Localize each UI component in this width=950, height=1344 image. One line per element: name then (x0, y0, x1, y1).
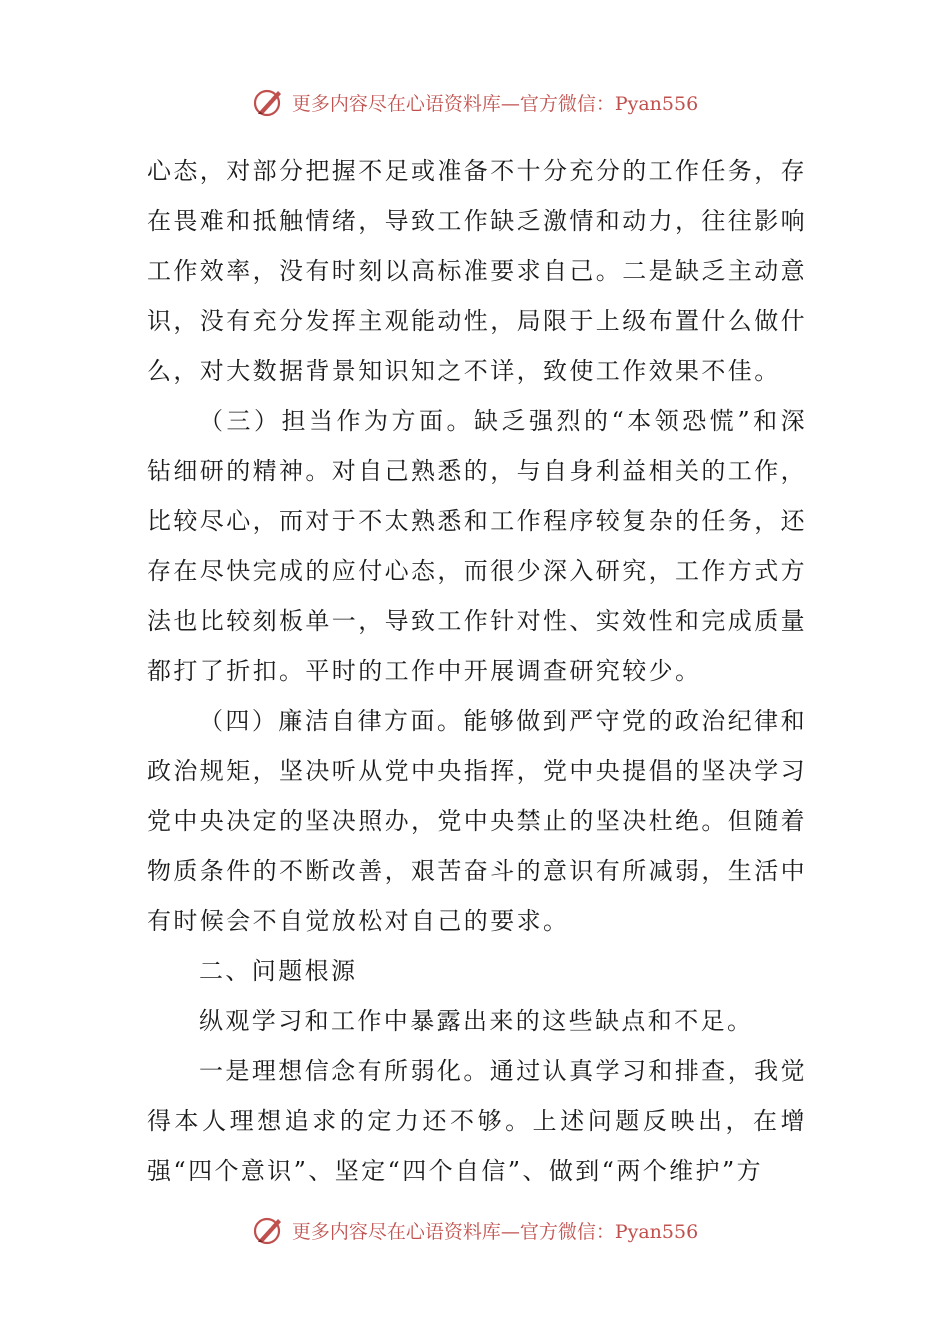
header-banner (0, 82, 950, 122)
paragraph-3: （四）廉洁自律方面。能够做到严守党的政治纪律和政治规矩，坚决听从党中央指挥，党中央提倡的坚决学习党中央决定的坚决照办，党中央禁止的坚决杜绝。但随着物质条件的不断改善，艰苦奋斗的意识有所减弱，生活中有时候会不自觉放松对自己的要求。 (147, 707, 807, 935)
document-body (147, 146, 807, 1196)
footer-banner-text: 更多内容尽在心语资料库—官方微信：Pyan556 (291, 1220, 699, 1243)
paragraph-1: 心态，对部分把握不足或准备不十分充分的工作任务，存在畏难和抵触情绪，导致工作缺乏激情和动力，往往影响工作效率，没有时刻以高标准要求自己。二是缺乏主动意识，没有充分发挥主观能动性，局限于上级布置什么做什么，对大数据背景知识知之不详，致使工作效果不佳。 (147, 157, 807, 385)
paragraph-2: （三）担当作为方面。缺乏强烈的“本领恐慌”和深钻细研的精神。对自己熟悉的，与自身利益相关的工作，比较尽心，而对于不太熟悉和工作程序较复杂的任务，还存在尽快完成的应付心态，而很少深入研究，工作方式方法也比较刻板单一，导致工作针对性、实效性和完成质量都打了折扣。平时的工作中开展调查研究较少。 (147, 407, 807, 685)
pen-logo-icon (252, 85, 286, 119)
paragraph-4: 纵观学习和工作中暴露出来的这些缺点和不足。 (199, 1007, 754, 1035)
footer-banner (0, 1210, 950, 1250)
pen-logo-icon (252, 1213, 286, 1247)
paragraph-5: 一是理想信念有所弱化。通过认真学习和排查，我觉得本人理想追求的定力还不够。上述问题反映出，在增强“四个意识”、坚定“四个自信”、做到“两个维护”方 (147, 1057, 807, 1185)
header-banner-text: 更多内容尽在心语资料库—官方微信：Pyan556 (291, 92, 699, 115)
section-heading: 二、问题根源 (199, 957, 358, 985)
